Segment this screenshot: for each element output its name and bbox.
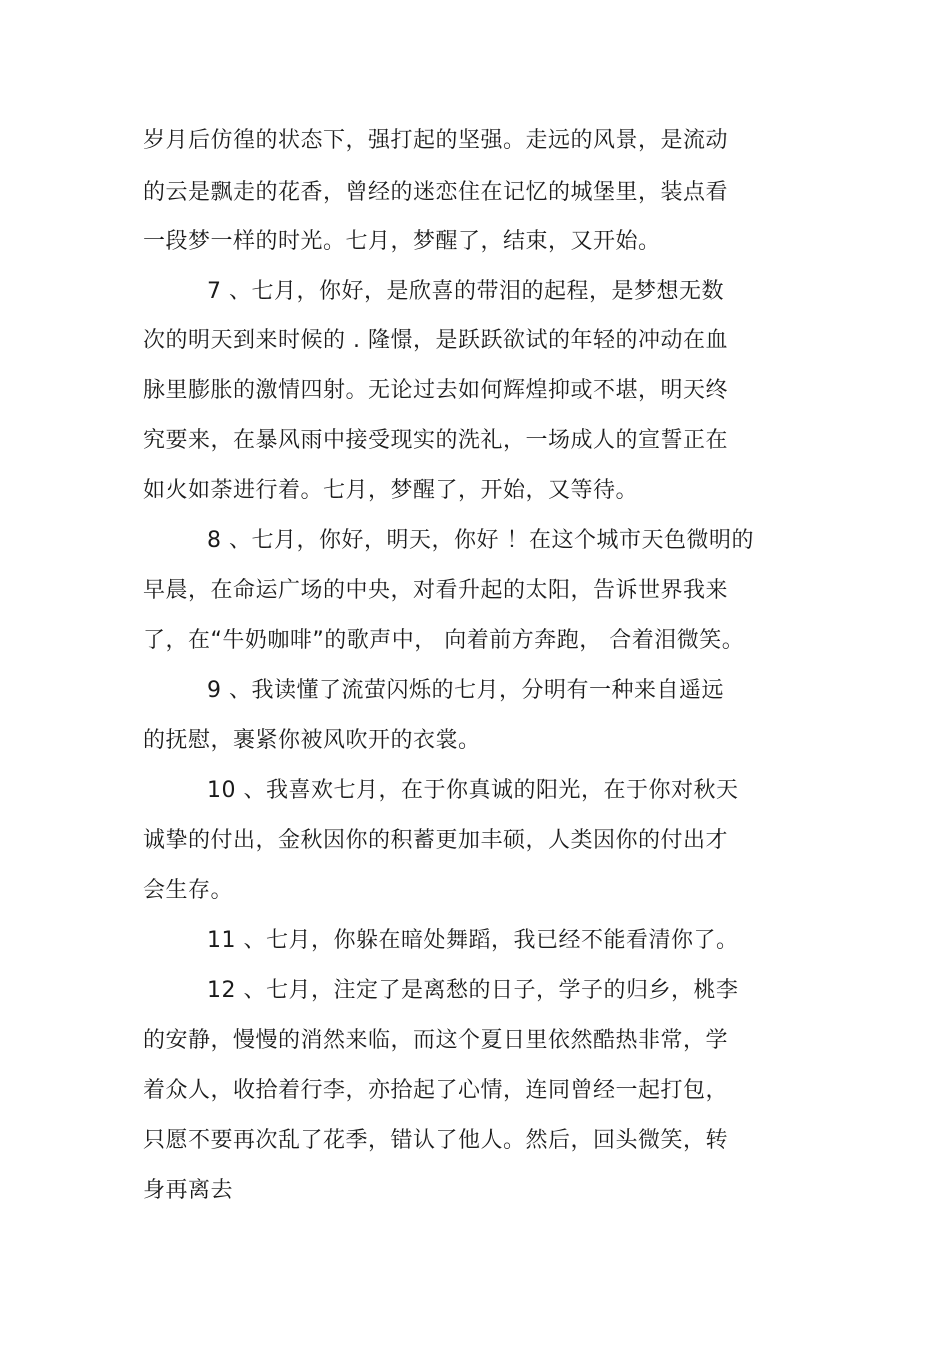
text-line: 次的明天到来时候的 . 隆憬，是跃跃欲试的年轻的冲动在血 [143,328,728,353]
text-line: 的云是飘走的花香，曾经的迷恋住在记忆的城堡里，装点看 [143,180,729,205]
paragraph-item-9: 9 、我读懂了流萤闪烁的七月，分明有一种来自遥远 [207,678,724,703]
paragraph-item-8: 8 、七月，你好，明天，你好 ！在这个城市天色微明的 [207,528,754,553]
text-line: 一段梦一样的时光。七月，梦醒了，结束，又开始。 [143,229,661,254]
text-line: 了，在“牛奶咖啡”的歌声中， 向着前方奔跑， 合着泪微笑。 [143,628,745,653]
paragraph-item-11: 11 、七月，你躲在暗处舞蹈，我已经不能看清你了。 [207,928,739,953]
text-line: 早晨，在命运广场的中央，对看升起的太阳，告诉世界我来 [143,578,729,603]
text-line: 脉里膨胀的激情四射。无论过去如何辉煌抑或不堪，明天终 [143,378,729,403]
paragraph-item-12: 12 、七月，注定了是离愁的日子，学子的归乡，桃李 [207,978,739,1003]
text-line: 诚挚的付出，金秋因你的积蓄更加丰硕，人类因你的付出才 [143,828,729,853]
paragraph-item-10: 10 、我喜欢七月，在于你真诚的阳光，在于你对秋天 [207,778,739,803]
text-line: 身再离去 [143,1178,234,1203]
text-line: 究要来，在暴风雨中接受现实的洗礼，一场成人的宣誓正在 [143,428,729,453]
text-line: 如火如荼进行着。七月，梦醒了，开始，又等待。 [143,478,639,503]
text-line: 岁月后仿徨的状态下，强打起的坚强。走远的风景，是流动 [143,128,729,153]
text-line: 的安静，慢慢的消然来临，而这个夏日里依然酷热非常，学 [143,1028,729,1053]
text-line: 的抚慰，裹紧你被风吹开的衣裳。 [143,728,481,753]
text-line: 着众人，收拾着行李，亦拾起了心情，连同曾经一起打包， [143,1078,729,1103]
text-line: 只愿不要再次乱了花季，错认了他人。然后，回头微笑，转 [143,1128,729,1153]
paragraph-item-7: 7 、七月，你好，是欣喜的带泪的起程，是梦想无数 [207,279,724,304]
text-line: 会生存。 [143,878,234,903]
